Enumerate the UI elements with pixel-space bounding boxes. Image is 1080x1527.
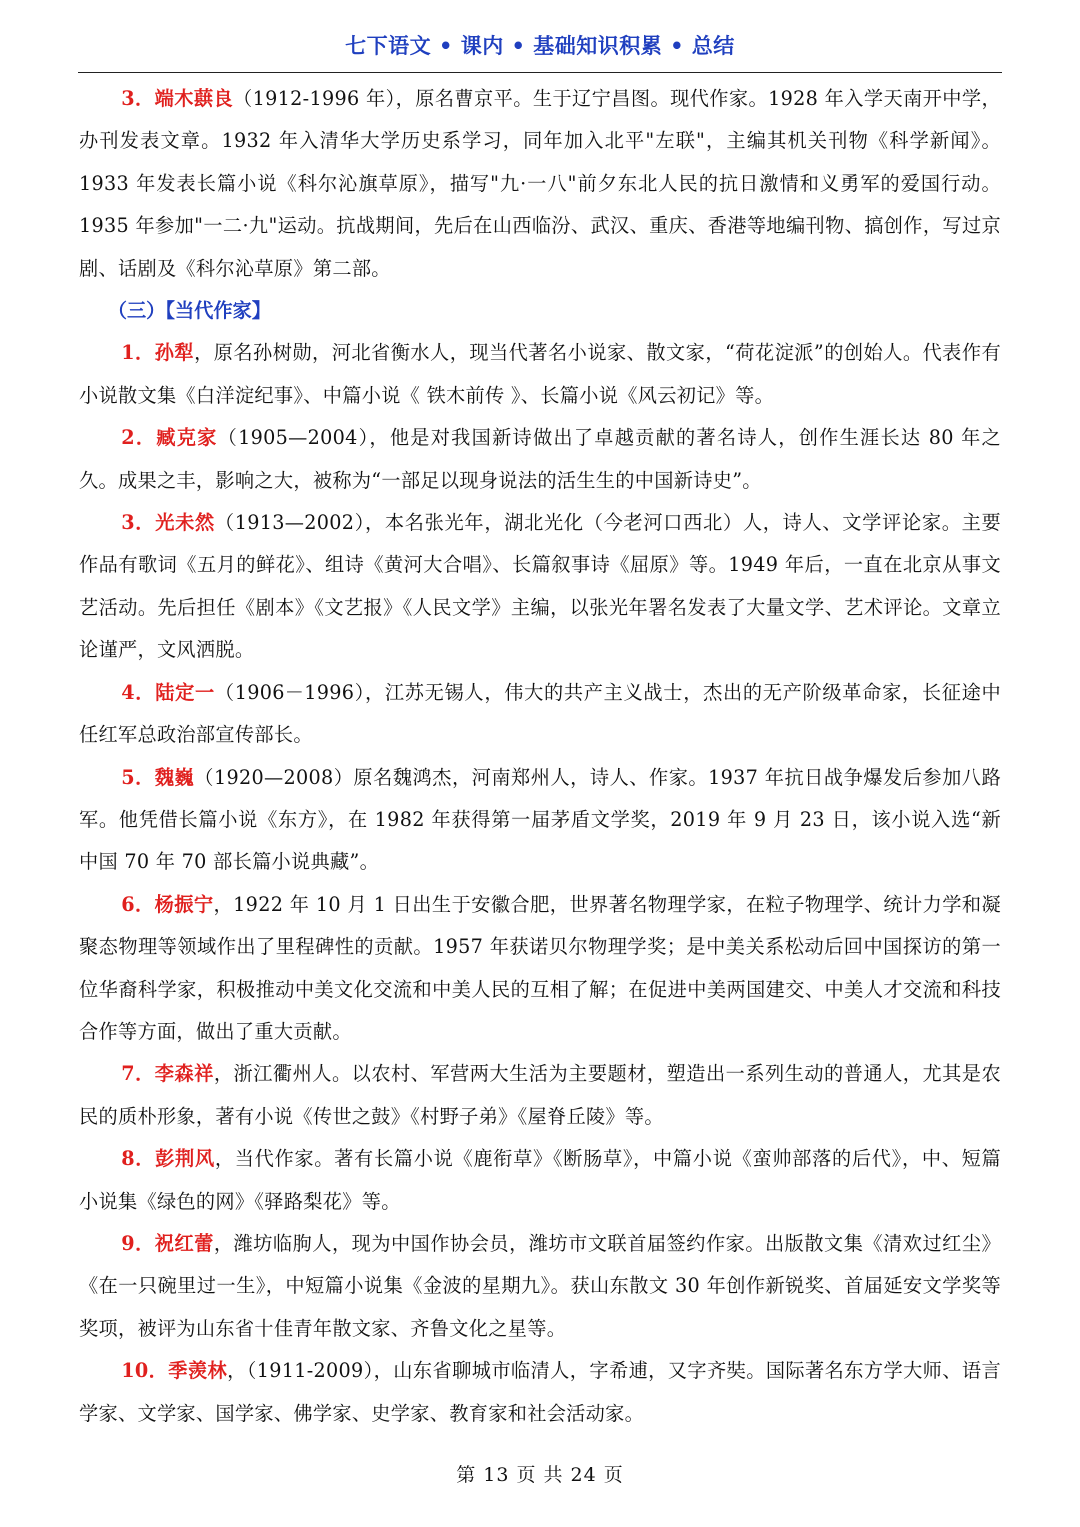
entry-text: ，原名孙树勋，河北省衡水人，现当代著名小说家、散文家，“荷花淀派”的创始人。代表作有小说散文集《白洋淀纪事》、中篇小说《 铁木前传 》、长篇小说《风云初记》等。 [79, 341, 1001, 407]
author-entry [79, 672, 1001, 757]
author-name: 陆定一 [155, 680, 215, 704]
entry-text: ，潍坊临朐人，现为中国作协会员，潍坊市文联首届签约作家。出版散文集《清欢过红尘》《在一只碗里过一生》，中短篇小说集《金波的星期九》。获山东散文 30 年创作新锐奖、首届延安文学奖等奖项，被评为山东省十佳青年散文家、齐鲁文化之星等。 [79, 1231, 1002, 1340]
entry-text: （1913—2002），本名张光年，湖北光化（今老河口西北）人，诗人、文学评论家。主要作品有歌词《五月的鲜花》、组诗《黄河大合唱》、长篇叙事诗《屈原》等。1949 年后，一直在北京从事文艺活动。先后担任《剧本》《文艺报》《人民文学》主编，以张光年署名发表了大量文学、艺术评论。文章立论谨严，文风洒脱。 [79, 511, 1002, 662]
author-name: 祝红蕾 [154, 1231, 214, 1255]
author-name: 孙犁 [154, 341, 195, 365]
author-entry [79, 1053, 1001, 1138]
entry-text: （1912-1996 年），原名曹京平。生于辽宁昌图。现代作家。1928 年入学天南开中学，办刊发表文章。1932 年入清华大学历史系学习，同年加入北平"左联"，主编其机关刊物《科学新闻》。1933 年发表长篇小说《科尔沁旗草原》，描写"九·一八"前夕东北人民的抗日激情和义勇军的爱国行动。1935 年参加"一二·九"运动。抗战期间，先后在山西临汾、武汉、重庆、香港等地编刊物、搞创作，写过京剧、话剧及《科尔沁草原》第二部。 [79, 87, 1001, 280]
author-entry [79, 417, 1001, 502]
entry-number: 1． [121, 341, 155, 365]
entry-number: 5． [121, 765, 155, 789]
page-header [78, 22, 1002, 73]
entry-text: （1920—2008）原名魏鸿杰，河南郑州人，诗人、作家。1937 年抗日战争爆发后参加八路军。他凭借长篇小说《东方》，在 1982 年获得第一届茅盾文学奖，2019 年 9 月 23 日，该小说入选“新中国 70 年 70 部长篇小说典藏”。 [79, 765, 1002, 874]
entry-number: 3． [121, 87, 155, 110]
author-name: 魏巍 [154, 765, 195, 789]
document-body [79, 78, 1001, 1435]
entry-number: 10． [121, 1359, 169, 1383]
author-name: 杨振宁 [154, 892, 214, 916]
author-entry [79, 78, 1001, 290]
author-name: 光未然 [155, 511, 215, 535]
entry-number: 3． [121, 511, 156, 535]
author-entry [79, 757, 1001, 884]
section-heading: （三）【当代作家】 [107, 299, 271, 323]
author-entry [79, 1350, 1001, 1435]
page-number: 第 13 页 共 24 页 [456, 1464, 624, 1486]
entry-number: 7． [121, 1062, 155, 1086]
author-name: 端木蕻良 [154, 87, 234, 110]
author-entry [79, 884, 1001, 1054]
entry-number: 2． [121, 426, 157, 450]
entry-text: ，（1911-2009），山东省聊城市临清人，字希逋，又字齐奘。国际著名东方学大师、语言学家、文学家、国学家、佛学家、史学家、教育家和社会活动家。 [79, 1359, 1001, 1425]
entry-text: （1906－1996），江苏无锡人，伟大的共产主义战士，杰出的无产阶级革命家，长征途中任红军总政治部宣传部长。 [79, 680, 1002, 747]
author-name: 季羡林 [168, 1359, 228, 1383]
entry-number: 8． [121, 1147, 156, 1171]
entry-number: 4． [121, 680, 156, 704]
author-entry [79, 332, 1001, 417]
entry-text: ，1922 年 10 月 1 日出生于安徽合肥，世界著名物理学家，在粒子物理学、统计力学和凝聚态物理等领域作出了里程碑性的贡献。1957 年获诺贝尔物理学奖；是中美关系松动后回中国探访的第一位华裔科学家，积极推动中美文化交流和中美人民的互相了解；在促进中美两国建交、中美人才交流和科技合作等方面，做出了重大贡献。 [79, 892, 1001, 1043]
author-entry [79, 1223, 1001, 1350]
entry-text: ，浙江衢州人。以农村、军营两大生活为主要题材，塑造出一系列生动的普通人，尤其是农民的质朴形象，著有小说《传世之鼓》《村野子弟》《屋脊丘陵》等。 [79, 1062, 1002, 1128]
entry-number: 9． [121, 1231, 155, 1255]
entry-text: （1905—2004），他是对我国新诗做出了卓越贡献的著名诗人，创作生涯长达 80 年之久。成果之丰，影响之大，被称为“一部足以现身说法的活生生的中国新诗史”。 [79, 426, 1002, 492]
author-name: 李森祥 [154, 1062, 214, 1086]
entry-number: 6． [121, 892, 155, 916]
author-entry [79, 502, 1001, 672]
author-entry [79, 1138, 1001, 1223]
header-title: 七下语文 • 课内 • 基础知识积累 • 总结 [345, 34, 735, 58]
author-name: 彭荆风 [155, 1147, 215, 1171]
entry-text: ，当代作家。著有长篇小说《鹿衔草》《断肠草》，中篇小说《蛮帅部落的后代》，中、短篇小说集《绿色的网》《驿路梨花》等。 [79, 1147, 1002, 1213]
author-name: 臧克家 [156, 426, 218, 450]
